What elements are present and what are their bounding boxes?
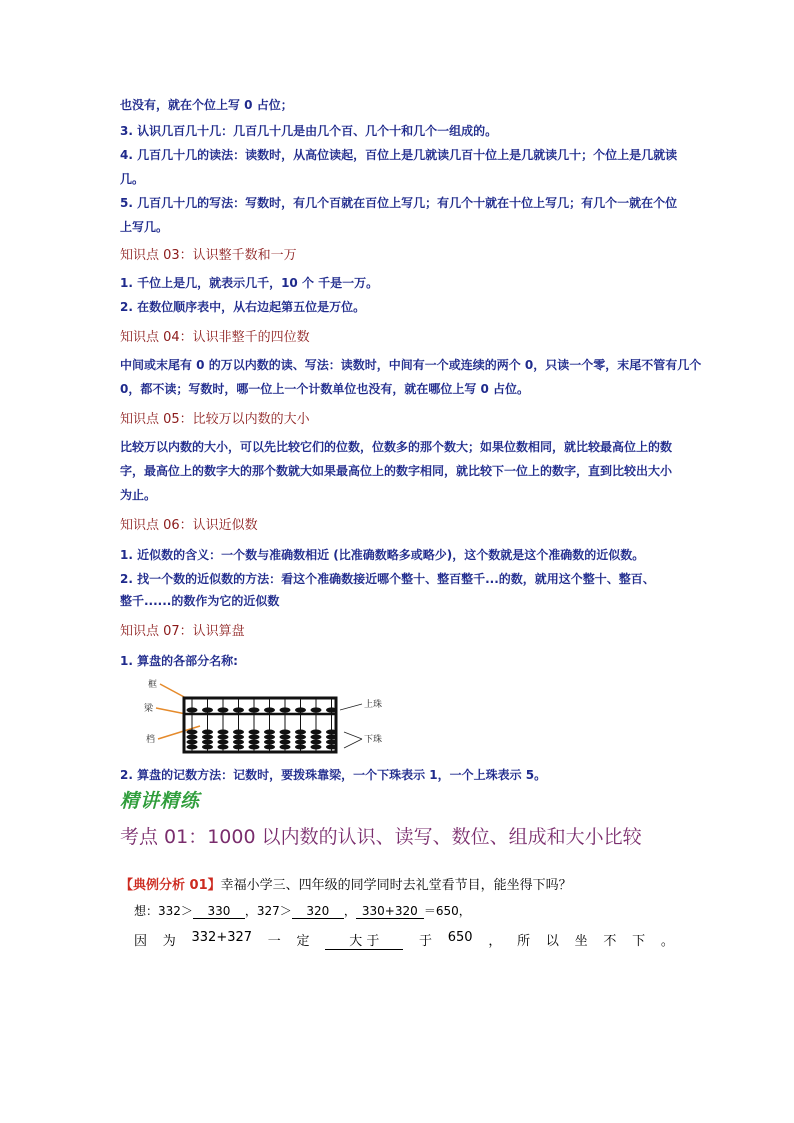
knowledge-point-heading: 知识点 04：认识非整千的四位数: [120, 330, 310, 345]
abacus-upper-bead: [280, 707, 291, 712]
abacus-lower-bead: [202, 745, 213, 750]
abacus-lower-bead: [249, 735, 260, 740]
text-line: 字，最高位上的数字大的那个数就大如果最高位上的数字相同，就比较下一位上的数字，直到比较出大小: [120, 464, 673, 478]
abacus-lower-bead: [295, 740, 306, 745]
abacus-lower-bead: [233, 745, 244, 750]
abacus-lower-bead: [249, 740, 260, 745]
abacus-upper-bead: [295, 707, 306, 712]
abacus-lower-bead: [326, 730, 337, 735]
abacus-lower-bead: [218, 745, 229, 750]
text-line: 1. 千位上是几，就表示几千，10 个 千是一万。: [120, 276, 379, 290]
abacus-lower-bead: [311, 740, 322, 745]
abacus-lower-bead: [311, 735, 322, 740]
answer-word: ，: [488, 934, 502, 949]
answer-word: 一: [267, 934, 281, 949]
answer-word: 以: [545, 934, 559, 949]
answer-blank: 320: [292, 904, 344, 919]
text-line: 几。: [120, 172, 145, 186]
abacus-lower-bead: [264, 740, 275, 745]
text-line: 1. 近似数的含义：一个数与准确数相近 (比准确数略多或略少)，这个数就是这个准确数的近似数。: [120, 548, 645, 562]
text-line: 3. 认识几百几十几：几百几十几是由几个百、几个十和几个一组成的。: [120, 124, 498, 138]
knowledge-point-heading: 知识点 06：认识近似数: [120, 518, 258, 533]
abacus-lower-bead: [326, 740, 337, 745]
answer-word: 于: [419, 934, 433, 949]
abacus-lower-bead: [249, 745, 260, 750]
abacus-upper-bead: [264, 707, 275, 712]
think-line: [134, 902, 471, 919]
text-line: 上写几。: [120, 220, 169, 234]
abacus-upper-bead: [326, 707, 337, 712]
abacus-lower-bead: [187, 735, 198, 740]
abacus-lower-bead: [187, 740, 198, 745]
abacus-lower-bead: [249, 730, 260, 735]
answer-word: 下: [632, 934, 646, 949]
abacus-lower-bead: [295, 730, 306, 735]
text-line: 为止。: [120, 488, 157, 502]
abacus-lower-bead: [187, 730, 198, 735]
section-title: 考点 01：1000 以内数的认识、读写、数位、组成和大小比较: [120, 826, 642, 848]
abacus-lower-bead: [311, 730, 322, 735]
abacus-lower-bead: [202, 740, 213, 745]
abacus-lower-bead: [264, 730, 275, 735]
abacus-upper-bead: [187, 707, 198, 712]
answer-word: 650: [447, 930, 473, 945]
answer-word: 定: [296, 934, 310, 949]
abacus-lower-bead: [218, 730, 229, 735]
abacus-lower-bead: [280, 745, 291, 750]
answer-line: [134, 930, 674, 950]
answer-word: 不: [603, 934, 617, 949]
text-line: 1. 算盘的各部分名称:: [120, 654, 238, 668]
section-banner: 精讲精练: [120, 790, 201, 812]
knowledge-point-heading: 知识点 07：认识算盘: [120, 624, 245, 639]
think-prefix: 想：332＞: [134, 904, 193, 918]
answer-word: 所: [517, 934, 531, 949]
text-line: 比较万以内数的大小，可以先比较它们的位数，位数多的那个数大；如果位数相同，就比较最高位上的数: [120, 440, 673, 454]
abacus-lower-bead: [187, 745, 198, 750]
text-line: 0，都不读；写数时，哪一位上一个计数单位也没有，就在哪位上写 0 占位。: [120, 382, 530, 396]
abacus-diagram: [140, 676, 390, 756]
abacus-lower-bead: [280, 730, 291, 735]
example-question-text: 幸福小学三、四年级的同学同时去礼堂看节目，能坐得下吗？: [220, 878, 572, 893]
text-line: 5. 几百几十几的写法：写数时，有几个百就在百位上写几；有几个十就在十位上写几；有几个一就在个位: [120, 196, 678, 210]
abacus-lower-bead: [202, 730, 213, 735]
abacus-lower-bead: [233, 740, 244, 745]
think-mid: ，327＞: [244, 904, 292, 918]
abacus-lower-bead: [218, 740, 229, 745]
abacus-lower-bead: [233, 735, 244, 740]
abacus-upper-bead: [311, 707, 322, 712]
text-line: 2. 找一个数的近似数的方法：看这个准确数接近哪个整十、整百整千...的数，就用这个整十、整百、: [120, 572, 655, 586]
abacus-lower-bead: [264, 745, 275, 750]
abacus-label-frame: 框: [148, 680, 158, 690]
text-line: 也没有，就在个位上写 0 占位；: [120, 98, 293, 112]
answer-word: 为: [162, 934, 176, 949]
think-mid: ，: [343, 904, 356, 918]
think-suffix: ＝650，: [423, 904, 471, 918]
abacus-lower-bead: [280, 740, 291, 745]
knowledge-point-heading: 知识点 03：认识整千数和一万: [120, 248, 297, 263]
abacus-upper-bead: [202, 707, 213, 712]
abacus-label-beam: 梁: [144, 704, 154, 714]
answer-blank: 330+320: [356, 904, 424, 919]
abacus-lower-bead: [295, 735, 306, 740]
text-line: 4. 几百几十几的读法：读数时，从高位读起，百位上是几就读几百十位上是几就读几十；个位上是几就读: [120, 148, 678, 162]
answer-blank: 330: [193, 904, 245, 919]
abacus-lower-bead: [264, 735, 275, 740]
answer-blank: 大 于: [325, 930, 403, 950]
abacus-lower-bead: [202, 735, 213, 740]
abacus-upper-bead: [233, 707, 244, 712]
abacus-lower-bead: [311, 745, 322, 750]
text-line: 中间或末尾有 0 的万以内数的读、写法：读数时，中间有一个或连续的两个 0，只读一个零，末尾不管有几个: [120, 358, 702, 372]
abacus-lower-bead: [233, 730, 244, 735]
abacus-label-rod: 档: [146, 735, 156, 745]
abacus-upper-bead: [218, 707, 229, 712]
text-line: 整千......的数作为它的近似数: [120, 594, 280, 608]
abacus-lower-bead: [326, 745, 337, 750]
example-question: [120, 874, 572, 893]
abacus-lower-bead: [280, 735, 291, 740]
answer-word: 坐: [574, 934, 588, 949]
answer-word: 因: [134, 934, 148, 949]
abacus-lower-bead: [326, 735, 337, 740]
answer-word: 。: [660, 934, 674, 949]
example-tag: 【典例分析 01】: [120, 878, 221, 893]
abacus-lower-bead: [218, 735, 229, 740]
abacus-lower-bead: [295, 745, 306, 750]
text-line: 2. 算盘的记数方法：记数时，要拨珠靠梁，一个下珠表示 1，一个上珠表示 5。: [120, 768, 547, 782]
abacus-label-upper: 上珠: [364, 700, 383, 710]
abacus-upper-bead: [249, 707, 260, 712]
text-line: 2. 在数位顺序表中，从右边起第五位是万位。: [120, 300, 366, 314]
knowledge-point-heading: 知识点 05：比较万以内数的大小: [120, 412, 310, 427]
abacus-label-lower: 下珠: [364, 735, 383, 745]
answer-word: 332+327: [191, 930, 253, 945]
